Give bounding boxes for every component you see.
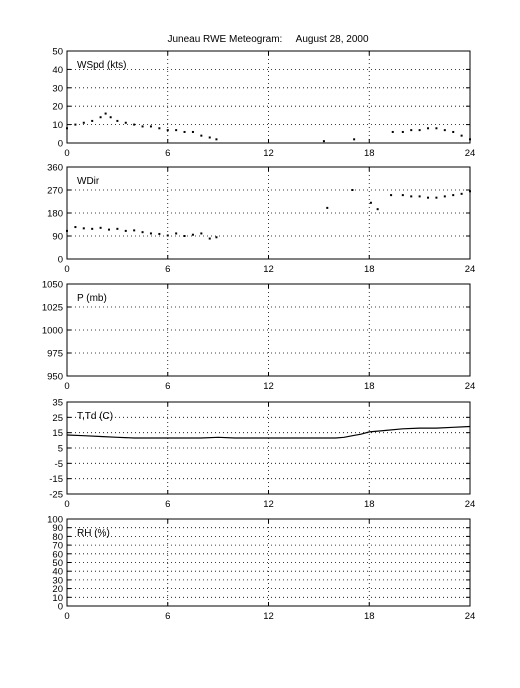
wdir-data-point xyxy=(116,228,118,230)
wspd-data-point xyxy=(323,140,325,142)
rh-y-tick-label: 60 xyxy=(52,549,63,561)
rh-y-tick-label: 40 xyxy=(52,566,63,578)
rh-y-tick-label: 50 xyxy=(52,558,63,569)
wdir-data-point xyxy=(200,232,202,234)
wspd-data-point xyxy=(209,136,211,138)
wdir-data-point xyxy=(370,202,372,204)
wspd-x-tick-label: 12 xyxy=(263,148,274,159)
temperature-y-tick-label: 35 xyxy=(52,397,63,409)
wspd-data-point xyxy=(444,129,446,131)
temperature-y-tick-label: 25 xyxy=(52,412,63,424)
pressure-y-tick-label: 1000 xyxy=(41,325,63,337)
wdir-y-tick-label: 360 xyxy=(47,162,63,174)
wspd-y-tick-label: 30 xyxy=(52,83,63,95)
wdir-data-point xyxy=(390,194,392,196)
wdir-data-point xyxy=(461,193,463,195)
pressure-x-tick-label: 6 xyxy=(165,381,171,392)
wspd-data-point xyxy=(116,120,118,122)
temperature-panel-label: T,Td (C) xyxy=(77,411,114,422)
wdir-panel-label: WDir xyxy=(77,176,100,187)
wdir-data-point xyxy=(142,231,144,233)
wdir-data-point xyxy=(66,230,68,232)
temperature-y-tick-label: 5 xyxy=(57,443,63,455)
wdir-panel xyxy=(47,163,475,276)
wspd-data-point xyxy=(215,138,217,140)
wspd-y-tick-label: 0 xyxy=(57,138,63,150)
wspd-data-point xyxy=(184,131,186,133)
wspd-data-point xyxy=(100,116,102,118)
wspd-y-tick-label: 40 xyxy=(52,64,63,76)
wspd-data-point xyxy=(192,131,194,133)
wdir-x-tick-label: 0 xyxy=(64,264,70,275)
temperature-x-tick-label: 0 xyxy=(64,499,70,510)
wspd-data-point xyxy=(410,129,412,131)
wdir-data-point xyxy=(83,227,85,229)
wspd-data-point xyxy=(74,124,76,126)
wspd-data-point xyxy=(452,131,454,133)
rh-y-tick-label: 10 xyxy=(52,592,63,604)
rh-x-tick-label: 18 xyxy=(363,611,375,622)
wdir-x-tick-label: 18 xyxy=(363,264,375,275)
wspd-data-point xyxy=(91,120,93,122)
wdir-y-tick-label: 180 xyxy=(47,208,63,220)
wdir-data-point xyxy=(326,207,328,209)
wdir-data-point xyxy=(74,226,76,228)
wdir-data-point xyxy=(452,194,454,196)
wdir-y-tick-label: 90 xyxy=(52,231,63,243)
rh-panel-label: RH (%) xyxy=(77,528,110,539)
wspd-data-point xyxy=(402,131,404,133)
wdir-x-tick-label: 24 xyxy=(464,264,476,275)
pressure-x-tick-label: 24 xyxy=(464,381,476,392)
wspd-data-point xyxy=(419,129,421,131)
wdir-x-tick-label: 12 xyxy=(263,264,274,275)
wdir-data-point xyxy=(175,232,177,234)
pressure-panel-label: P (mb) xyxy=(77,293,107,304)
rh-panel xyxy=(47,515,475,623)
wspd-data-point xyxy=(353,138,355,140)
wspd-data-point xyxy=(392,131,394,133)
rh-x-tick-label: 12 xyxy=(263,611,274,622)
wdir-data-point xyxy=(125,230,127,232)
wdir-data-point xyxy=(402,194,404,196)
wdir-data-point xyxy=(377,208,379,210)
rh-x-tick-label: 24 xyxy=(464,611,476,622)
wspd-y-tick-label: 50 xyxy=(52,46,63,58)
rh-y-tick-label: 70 xyxy=(52,540,63,552)
rh-y-tick-label: 100 xyxy=(47,514,63,526)
wspd-data-point xyxy=(175,129,177,131)
wdir-data-point xyxy=(100,227,102,229)
wdir-data-point xyxy=(410,195,412,197)
wdir-y-tick-label: 0 xyxy=(57,254,63,266)
wspd-x-tick-label: 0 xyxy=(64,148,70,159)
temperature-panel xyxy=(49,398,475,511)
wdir-data-point xyxy=(167,234,169,236)
wspd-x-tick-label: 6 xyxy=(165,148,171,159)
pressure-x-tick-label: 0 xyxy=(64,381,70,392)
rh-y-tick-label: 30 xyxy=(52,575,63,587)
temperature-x-tick-label: 18 xyxy=(363,499,375,510)
wdir-data-point xyxy=(469,190,471,192)
wspd-data-point xyxy=(110,116,112,118)
wspd-plot-frame xyxy=(67,51,470,143)
temperature-x-tick-label: 12 xyxy=(263,499,274,510)
wdir-data-point xyxy=(192,234,194,236)
wdir-data-point xyxy=(215,236,217,238)
temperature-x-tick-label: 6 xyxy=(165,499,171,510)
wdir-data-point xyxy=(427,197,429,199)
wdir-data-point xyxy=(209,238,211,240)
wspd-data-point xyxy=(435,127,437,129)
wspd-data-point xyxy=(125,122,127,124)
wdir-y-tick-label: 270 xyxy=(47,185,63,197)
wspd-data-point xyxy=(133,124,135,126)
rh-y-tick-label: 80 xyxy=(52,531,63,543)
pressure-y-tick-label: 1025 xyxy=(41,302,63,314)
temperature-y-tick-label: -25 xyxy=(49,489,63,501)
wdir-x-tick-label: 6 xyxy=(165,264,171,275)
wdir-data-point xyxy=(184,235,186,237)
wspd-x-tick-label: 18 xyxy=(363,148,375,159)
pressure-x-tick-label: 12 xyxy=(263,381,274,392)
wspd-x-tick-label: 24 xyxy=(464,148,476,159)
rh-x-tick-label: 6 xyxy=(165,611,171,622)
wspd-panel-label: WSpd (kts) xyxy=(77,60,127,71)
temperature-y-tick-label: -15 xyxy=(49,474,63,486)
wspd-data-point xyxy=(105,113,107,115)
wspd-data-point xyxy=(66,127,68,129)
wspd-y-tick-label: 10 xyxy=(52,120,63,132)
wspd-data-point xyxy=(158,127,160,129)
wspd-data-point xyxy=(83,122,85,124)
wspd-data-point xyxy=(150,125,152,127)
temperature-y-tick-label: 15 xyxy=(52,428,63,440)
temperature-y-tick-label: -5 xyxy=(54,458,63,470)
wdir-data-point xyxy=(435,197,437,199)
wdir-data-point xyxy=(351,189,353,191)
wspd-data-point xyxy=(200,135,202,137)
pressure-y-tick-label: 1050 xyxy=(41,279,63,291)
wdir-data-point xyxy=(158,233,160,235)
wspd-data-point xyxy=(142,125,144,127)
wspd-y-tick-label: 20 xyxy=(52,101,63,113)
rh-x-tick-label: 0 xyxy=(64,611,70,622)
figure-title: Juneau RWE Meteogram: August 28, 2000 xyxy=(167,34,369,45)
rh-y-tick-label: 20 xyxy=(52,584,63,596)
wspd-data-point xyxy=(427,127,429,129)
temperature-x-tick-label: 24 xyxy=(464,499,476,510)
wspd-data-point xyxy=(461,135,463,137)
wspd-data-point xyxy=(469,138,471,140)
wdir-data-point xyxy=(91,228,93,230)
wspd-data-point xyxy=(167,129,169,131)
pressure-panel xyxy=(42,280,475,393)
wdir-data-point xyxy=(444,195,446,197)
wdir-data-point xyxy=(108,229,110,231)
pressure-y-tick-label: 975 xyxy=(47,348,63,360)
rh-y-tick-label: 0 xyxy=(57,601,63,613)
pressure-x-tick-label: 18 xyxy=(363,381,375,392)
wdir-data-point xyxy=(419,195,421,197)
wdir-data-point xyxy=(133,229,135,231)
wdir-data-point xyxy=(150,232,152,234)
rh-y-tick-label: 90 xyxy=(52,523,63,535)
wspd-panel xyxy=(52,47,475,160)
pressure-y-tick-label: 950 xyxy=(47,371,63,383)
